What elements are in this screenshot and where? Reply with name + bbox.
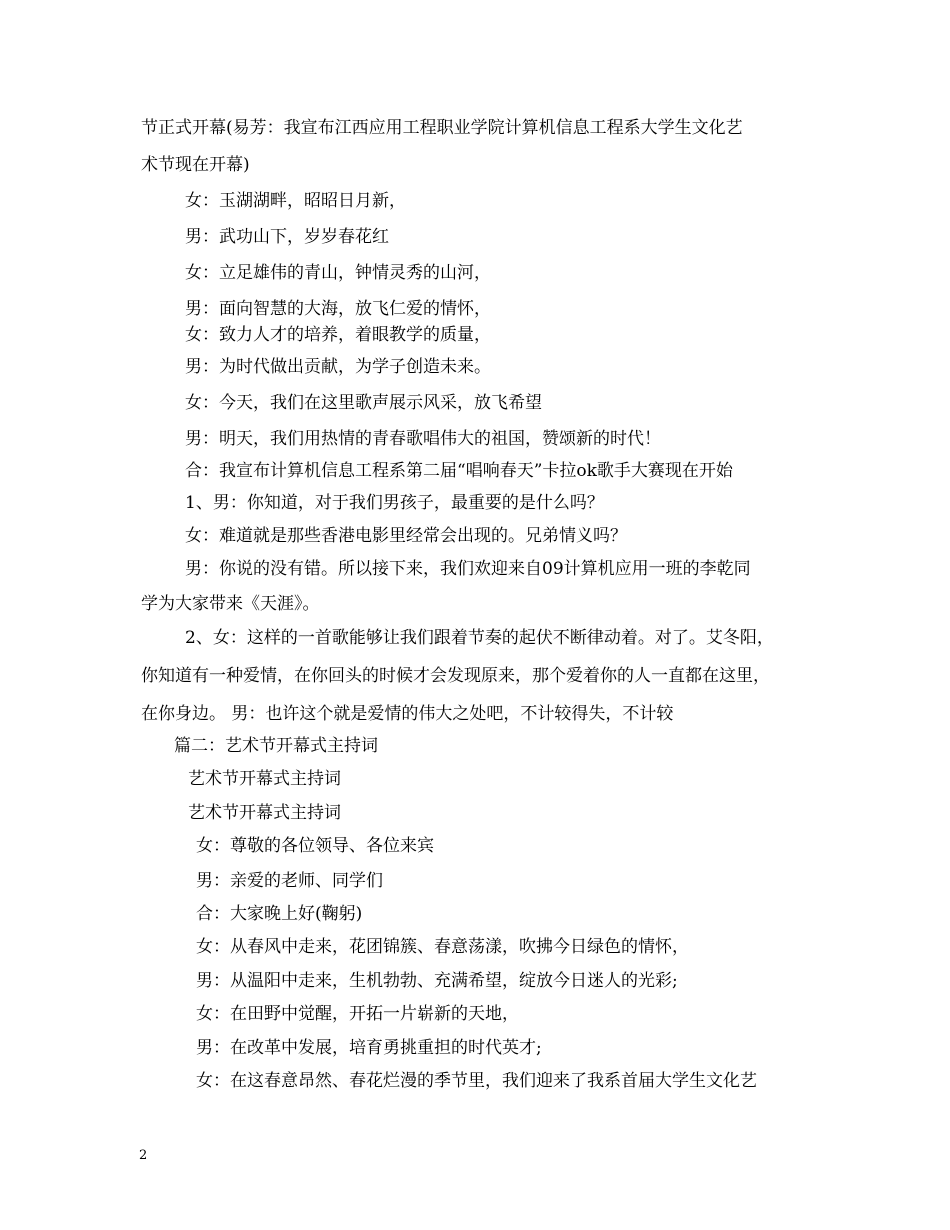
text-line: 男：从温阳中走来，生机勃勃、充满希望，绽放今日迷人的光彩; <box>196 971 678 991</box>
text-line: 女：难道就是那些香港电影里经常会出现的。兄弟情义吗？ <box>185 526 627 546</box>
text-line: 在你身边。 男：也许这个就是爱情的伟大之处吧，不计较得失，不计较 <box>141 704 674 724</box>
text-line: 女：今天，我们在这里歌声展示风采，放飞希望 <box>185 393 542 413</box>
text-line: 男：明天，我们用热情的青春歌唱伟大的祖国，赞颂新的时代！ <box>185 429 661 449</box>
section-heading: 篇二：艺术节开幕式主持词 <box>174 736 378 756</box>
text-line: 学为大家带来《天涯》。 <box>141 594 320 614</box>
text-line: 女：玉湖湖畔，昭昭日月新， <box>185 191 406 211</box>
text-line: 合：大家晚上好(鞠躬) <box>196 904 363 924</box>
page-number: 2 <box>139 1148 148 1163</box>
text-line: 合：我宣布计算机信息工程系第二届“唱响春天”卡拉ok歌手大赛现在开始 <box>185 461 733 481</box>
text-line: 女：立足雄伟的青山，钟情灵秀的山河， <box>185 263 491 283</box>
text-line: 男：为时代做出贡献，为学子创造未来。 <box>185 357 491 377</box>
section-title: 艺术节开幕式主持词 <box>188 803 341 823</box>
text-line: 女：在这春意昂然、春花烂漫的季节里，我们迎来了我系首届大学生文化艺 <box>196 1071 757 1091</box>
text-line: 2、女：这样的一首歌能够让我们跟着节奏的起伏不断律动着。对了。艾冬阳， <box>185 628 774 648</box>
section-title: 艺术节开幕式主持词 <box>188 769 341 789</box>
text-line: 1、男：你知道，对于我们男孩子，最重要的是什么吗？ <box>185 493 604 513</box>
text-line: 男：武功山下，岁岁春花红 <box>185 227 389 247</box>
text-line: 节正式开幕(易芳：我宣布江西应用工程职业学院计算机信息工程系大学生文化艺 <box>141 118 743 138</box>
text-line: 女：从春风中走来，花团锦簇、春意荡漾，吹拂今日绿色的情怀， <box>196 937 689 957</box>
text-line: 男：亲爱的老师、同学们 <box>196 871 383 891</box>
text-line: 男：面向智慧的大海，放飞仁爱的情怀， <box>185 299 491 319</box>
text-line: 术节现在开幕) <box>141 155 250 175</box>
text-line: 男：在改革中发展，培育勇挑重担的时代英才; <box>196 1038 542 1058</box>
text-line: 男：你说的没有错。所以接下来，我们欢迎来自09计算机应用一班的李乾同 <box>185 559 751 579</box>
text-line: 女：在田野中觉醒，开拓一片崭新的天地， <box>196 1004 519 1024</box>
text-line: 女：尊敬的各位领导、各位来宾 <box>196 836 434 856</box>
text-line: 女：致力人才的培养，着眼教学的质量， <box>185 325 491 345</box>
text-line: 你知道有一种爱情，在你回头的时候才会发现原来，那个爱着你的人一直都在这里， <box>141 666 770 686</box>
